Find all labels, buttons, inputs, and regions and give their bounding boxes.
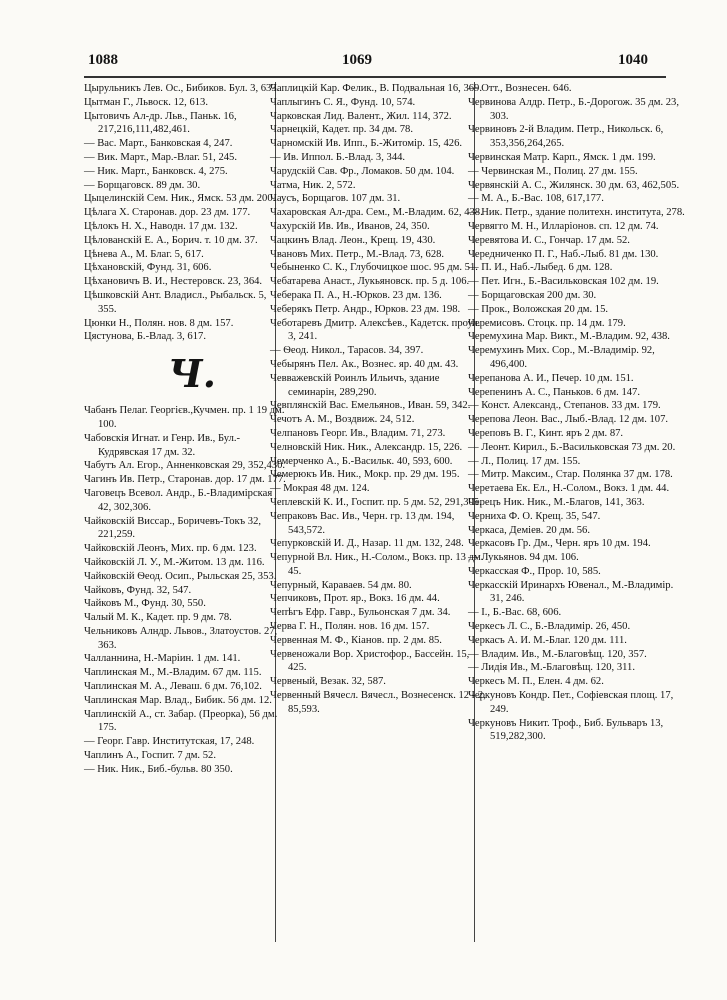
directory-entry: Чахурскій Ив. Ив., Иванов, 24, 350. xyxy=(270,220,430,232)
directory-entry: Червенная М. Ф., Кіанов. пр. 2 дм. 85. xyxy=(270,634,442,646)
directory-entry: Черкасскій Иринархъ Ювенал., М.-Владимір. 31, 246. xyxy=(468,579,674,605)
directory-entry: — І., Б.-Вас. 68, 606. xyxy=(468,607,562,619)
directory-entry: — Вас. Март., Банковская 4, 247. xyxy=(84,138,233,150)
directory-entry: Черецъ Ник. Ник., М.-Благов, 141, 363. xyxy=(468,496,645,508)
directory-entry: Чайковскій Виссар., Боричевъ-Токъ 32, 221,259. xyxy=(84,515,262,541)
directory-entry: Челновскій Ник. Ник., Александр. 15, 226. xyxy=(270,441,463,453)
directory-entry: Чайковскій Л. У., М.-Житом. 13 дм. 116. xyxy=(84,556,265,568)
directory-entry: Чаплинская Мар. Влад., Бибик. 56 дм. 12. xyxy=(84,694,272,706)
directory-entry: Чепѣгъ Ефр. Гавр., Бульонская 7 дм. 34. xyxy=(270,607,451,619)
directory-entry: Червягго М. Н., Илларіонов. сп. 12 дм. 74. xyxy=(468,220,659,232)
directory-entry: — Ив. Иппол. Б.-Влад. 3, 344. xyxy=(270,151,406,163)
directory-entry: Чайковъ М., Фунд. 30, 550. xyxy=(84,598,206,610)
directory-entry: — Ник. Март., Банковск. 4, 275. xyxy=(84,165,228,177)
directory-entry: Цюнки Н., Полян. нов. 8 дм. 157. xyxy=(84,317,234,329)
directory-entry: Черниха Ф. О. Крещ. 35, 547. xyxy=(468,510,601,522)
directory-entry: Черепенинъ А. С., Паньков. 6 дм. 147. xyxy=(468,386,640,398)
directory-entry: Черемисовъ. Стоцк. пр. 14 дм. 179. xyxy=(468,317,626,329)
directory-entry: Цытман Г., Львоск. 12, 613. xyxy=(84,96,209,108)
directory-entry: Червеножали Вор. Христофор., Бассейн. 15, 425. xyxy=(270,648,470,674)
directory-entry: Черкуновъ Никит. Троф., Биб. Бульваръ 13, 519,282,300. xyxy=(468,717,664,743)
directory-entry: Чагинъ Ив. Петр., Старонав. дор. 17 дм. 177. xyxy=(84,474,286,486)
directory-entry: Черкаса, Деміев. 20 дм. 56. xyxy=(468,524,590,536)
directory-entry: Червиновъ 2-й Владим. Петр., Никольск. 6, 353,356,264,265. xyxy=(468,124,664,150)
directory-entry: — Пет. Игн., Б.-Васильковская 102 дм. 19. xyxy=(468,276,659,288)
header-rule xyxy=(84,76,666,78)
directory-entry: Чаусъ, Борщагов. 107 дм. 31. xyxy=(270,193,401,205)
column-3 xyxy=(468,82,688,744)
directory-entry: Черкасъ А. И. М.-Благ. 120 дм. 111. xyxy=(468,634,627,646)
directory-entry: Червинова Алдр. Петр., Б.-Дорогож. 35 дм. 23, 303. xyxy=(468,96,679,122)
page-number-right: 1040 xyxy=(618,52,648,68)
directory-entry: Цѣлованскій Е. А., Борич. т. 10 дм. 37. xyxy=(84,234,258,246)
directory-entry: Чабовскія Игнат. и Генр. Ив., Бул.-Кудрявская 17 дм. 32. xyxy=(84,432,241,458)
directory-entry: Цѣхановскій, Фунд. 31, 606. xyxy=(84,262,212,274)
directory-entry: Чеплевскій К. И., Госпит. пр. 5 дм. 52, 291,305. xyxy=(270,496,482,508)
directory-entry: Цѣлокъ Н. Х., Наводн. 17 дм. 132. xyxy=(84,220,238,232)
directory-entry: — Лидія Ив., М.-Благовѣщ. 120, 311. xyxy=(468,662,635,674)
directory-entry: Чаплинскій А., ст. Забар. (Преорка), 56 дм. 175. xyxy=(84,708,278,734)
section-letter: Ч. xyxy=(168,351,216,397)
directory-entry: Червинская Матр. Карп., Ямск. 1 дм. 199. xyxy=(468,151,656,163)
directory-entry: Цѣнева А., М. Благ. 5, 617. xyxy=(84,248,204,260)
directory-entry: Чахаровская Ал-дра. Сем., М.-Владим. 62, 438. xyxy=(270,207,483,219)
directory-entry: Чаплицкій Кар. Фелик., В. Подвальная 16, 369. xyxy=(270,83,482,94)
directory-entry: — М. А., Б.-Вас. 108, 617,177. xyxy=(468,193,604,205)
column-1-entries-after xyxy=(84,404,286,777)
directory-entry: Черевятова И. С., Гончар. 17 дм. 52. xyxy=(468,234,630,246)
directory-entry: — Конст. Александ., Степанов. 33 дм. 179. xyxy=(468,400,661,412)
directory-entry: — Митр. Максим., Стар. Полянка 37 дм. 178. xyxy=(468,469,673,481)
directory-entry: Черемухинъ Мих. Сор., М.-Владимір. 92, 496,400. xyxy=(468,345,655,370)
directory-entry: Черетаева Ек. Ел., Н.-Солом., Вокз. 1 дм. 44. xyxy=(468,483,670,495)
directory-entry: Челпановъ Георг. Ив., Владим. 71, 273. xyxy=(270,427,446,439)
directory-entry: Чаговецъ Всевол. Андр., Б.-Владимірская 42, 302,306. xyxy=(84,487,273,513)
directory-entry: — Борщаговская 200 дм. 30. xyxy=(468,289,597,301)
directory-entry: Цѣлага Х. Старонав. дор. 23 дм. 177. xyxy=(84,207,251,219)
directory-entry: — Владим. Ив., М.-Благовѣщ. 120, 357. xyxy=(468,648,647,660)
directory-entry: Цытовичъ Ал-др. Льв., Паньк. 16, 217,216,111,482,461. xyxy=(84,110,237,136)
directory-entry: Черемухина Мар. Викт., М.-Владим. 92, 438. xyxy=(468,331,670,343)
directory-entry: — Ѳеод. Никол., Тарасов. 34, 397. xyxy=(270,345,424,357)
directory-entry: Чепчиковъ, Прот. яр., Вокз. 16 дм. 44. xyxy=(270,593,440,605)
directory-entry: — Георг. Гавр. Институтская, 17, 248. xyxy=(84,736,255,748)
directory-entry: Чарковская Лид. Валент., Жил. 114, 372. xyxy=(270,110,452,122)
directory-entry: Чепурковскій И. Д., Назар. 11 дм. 132, 248. xyxy=(270,538,464,550)
directory-entry: — Прок., Воложская 20 дм. 15. xyxy=(468,303,609,315)
directory-entry: Чебырянъ Пел. Ак., Вознес. яр. 40 дм. 43. xyxy=(270,358,459,370)
directory-entry: Черкасовъ Гр. Дм., Черн. яръ 10 дм. 194. xyxy=(468,538,651,550)
directory-entry: Чеберякъ Петр. Андр., Юрков. 23 дм. 198. xyxy=(270,303,461,315)
directory-entry: Цѣхановичъ В. И., Нестеровск. 23, 364. xyxy=(84,276,263,288)
directory-entry: Чабанъ Пелаг. Георгієв.,Кучмен. пр. 1 19 дм. 100. xyxy=(84,405,285,430)
page-number-center: 1069 xyxy=(342,52,372,68)
directory-entry: Чаплыгинъ С. Я., Фунд. 10, 574. xyxy=(270,96,416,108)
directory-entry: Чарудскій Сав. Фр., Ломаков. 50 дм. 104. xyxy=(270,165,455,177)
directory-entry: Червянскій А. С., Жилянск. 30 дм. 63, 462,505. xyxy=(468,179,680,191)
directory-entry: Черепанова А. И., Печер. 10 дм. 151. xyxy=(468,372,634,384)
directory-entry: — П. И., Наб.-Лыбед. 6 дм. 128. xyxy=(468,262,613,274)
directory-entry: Червенный Вячесл. Вячесл., Вознесенск. 12 - 2, 85,593. xyxy=(270,690,486,715)
page-number-left: 1088 xyxy=(88,52,118,68)
directory-entry: Чаплинъ А., Госпит. 7 дм. 52. xyxy=(84,750,216,762)
directory-entry: Черкасская Ф., Прор. 10, 585. xyxy=(468,565,601,577)
directory-entry: Чемерюкъ Ив. Ник., Мокр. пр. 29 дм. 195. xyxy=(270,469,460,481)
column-1-entries-before xyxy=(84,82,286,344)
directory-entry: Чельниковъ Алндр. Львов., Златоустов. 27, 363. xyxy=(84,625,278,651)
directory-entry: — Ник. Ник., Биб.-бульв. 80 350. xyxy=(84,763,233,775)
directory-entry: Чевважевскій Роинлъ Ильичъ, здание семинарін, 289,290. xyxy=(270,372,440,398)
column-2 xyxy=(270,82,486,717)
directory-entry: Чвановъ Мих. Петр., М.-Влад. 73, 628. xyxy=(270,248,445,260)
directory-entry: Чатма, Ник. 2, 572. xyxy=(270,179,356,191)
directory-entry: Чередниченко П. Г., Наб.-Лыб. 81 дм. 130. xyxy=(468,248,659,260)
directory-entry: — Ник. Петр., здание политехн. института, 278. xyxy=(468,207,685,219)
directory-entry: Черепова Леон. Вас., Лыб.-Влад. 12 дм. 107. xyxy=(468,414,669,426)
directory-entry: Чемерченко А., Б.-Васильк. 40, 593, 600. xyxy=(270,455,453,467)
directory-entry: Черкуновъ Кондр. Пет., Софіевская площ. 17, 249. xyxy=(468,690,674,715)
directory-entry: Чацкинъ Влад. Леон., Крещ. 19, 430. xyxy=(270,234,436,246)
directory-entry: Цыцелинскій Сем. Ник., Ямск. 53 дм. 200. xyxy=(84,193,276,205)
directory-entry: Чаплинская М. А., Леваш. 6 дм. 76,102. xyxy=(84,681,262,693)
directory-entry: Черкесъ Л. С., Б.-Владимір. 26, 450. xyxy=(468,621,631,633)
directory-entry: Чепраковъ Вас. Ив., Черн. гр. 13 дм. 194, 543,572. xyxy=(270,510,455,536)
directory-entry: Чайковъ, Фунд. 32, 547. xyxy=(84,584,192,596)
directory-entry: — Леонт. Кирил., Б.-Васильковская 73 дм. 20. xyxy=(468,441,676,453)
directory-entry: Цѣшковскій Ант. Владисл., Рыбальск. 5, 355. xyxy=(84,289,267,315)
directory-entry: Чаплинская М., М.-Владим. 67 дм. 115. xyxy=(84,667,262,679)
directory-entry: Чеботаревъ Дмитр. Алексѣев., Кадетск. проул. 3, 241. xyxy=(270,317,481,343)
directory-entry: Чечотъ А. М., Воздвиж. 24, 512. xyxy=(270,414,415,426)
directory-entry: Чепурный, Караваев. 54 дм. 80. xyxy=(270,579,412,591)
directory-entry: Чарнецкій, Кадет. пр. 34 дм. 78. xyxy=(270,124,413,136)
directory-entry: — Отт., Вознесен. 646. xyxy=(468,83,572,94)
directory-entry: Чарномскій Ив. Ипп., Б.-Житомір. 15, 426. xyxy=(270,138,463,150)
directory-entry: — Лукьянов. 94 дм. 106. xyxy=(468,552,579,564)
column-1 xyxy=(84,82,286,777)
directory-entry: Чалый М. К., Кадет. пр. 9 дм. 78. xyxy=(84,612,232,624)
directory-entry: — Вик. Март., Мар.-Влаг. 51, 245. xyxy=(84,151,238,163)
directory-entry: Череповъ В. Г., Кинт. яръ 2 дм. 87. xyxy=(468,427,624,439)
directory-entry: Цырульникъ Лев. Ос., Бибиков. Бул. 3, 633. xyxy=(84,83,280,94)
directory-entry: Чайковскій Ѳеод. Осип., Рыльская 25, 353. xyxy=(84,570,277,582)
directory-entry: Черкесъ М. П., Елен. 4 дм. 62. xyxy=(468,676,604,688)
directory-entry: — Борщаговск. 89 дм. 30. xyxy=(84,179,201,191)
directory-entry: Цястунова, Б.-Влад. 3, 617. xyxy=(84,331,206,343)
directory-entry: — Мокрая 48 дм. 124. xyxy=(270,483,370,495)
directory-entry: Чевплянскій Вас. Емельянов., Иван. 59, 342. xyxy=(270,400,471,412)
directory-entry: Чалланнина, Н.-Маріин. 1 дм. 141. xyxy=(84,653,241,665)
directory-entry: Чебыненко С. К., Глубочицкое шос. 95 дм. 51. xyxy=(270,262,478,274)
directory-entry: Червеный, Везак. 32, 587. xyxy=(270,676,386,688)
directory-entry: Чеберака П. А., Н.-Юрков. 23 дм. 136. xyxy=(270,289,442,301)
directory-entry: Чабутъ Ал. Егор., Анненковская 29, 352,430. xyxy=(84,460,286,472)
directory-entry: Чебатарева Анаст., Лукьяновск. пр. 5 д. 106. xyxy=(270,276,470,288)
directory-entry: Чепурной Вл. Ник., Н.-Солом., Вокз. пр. 13 дм. 45. xyxy=(270,552,484,577)
directory-entry: Чайковскій Леонъ, Мих. пр. 6 дм. 123. xyxy=(84,543,257,555)
directory-entry: — Л., Полиц. 17 дм. 155. xyxy=(468,455,581,467)
directory-entry: — Червинская М., Полиц. 27 дм. 155. xyxy=(468,165,638,177)
directory-entry: Черва Г. Н., Полян. нов. 16 дм. 157. xyxy=(270,621,430,633)
